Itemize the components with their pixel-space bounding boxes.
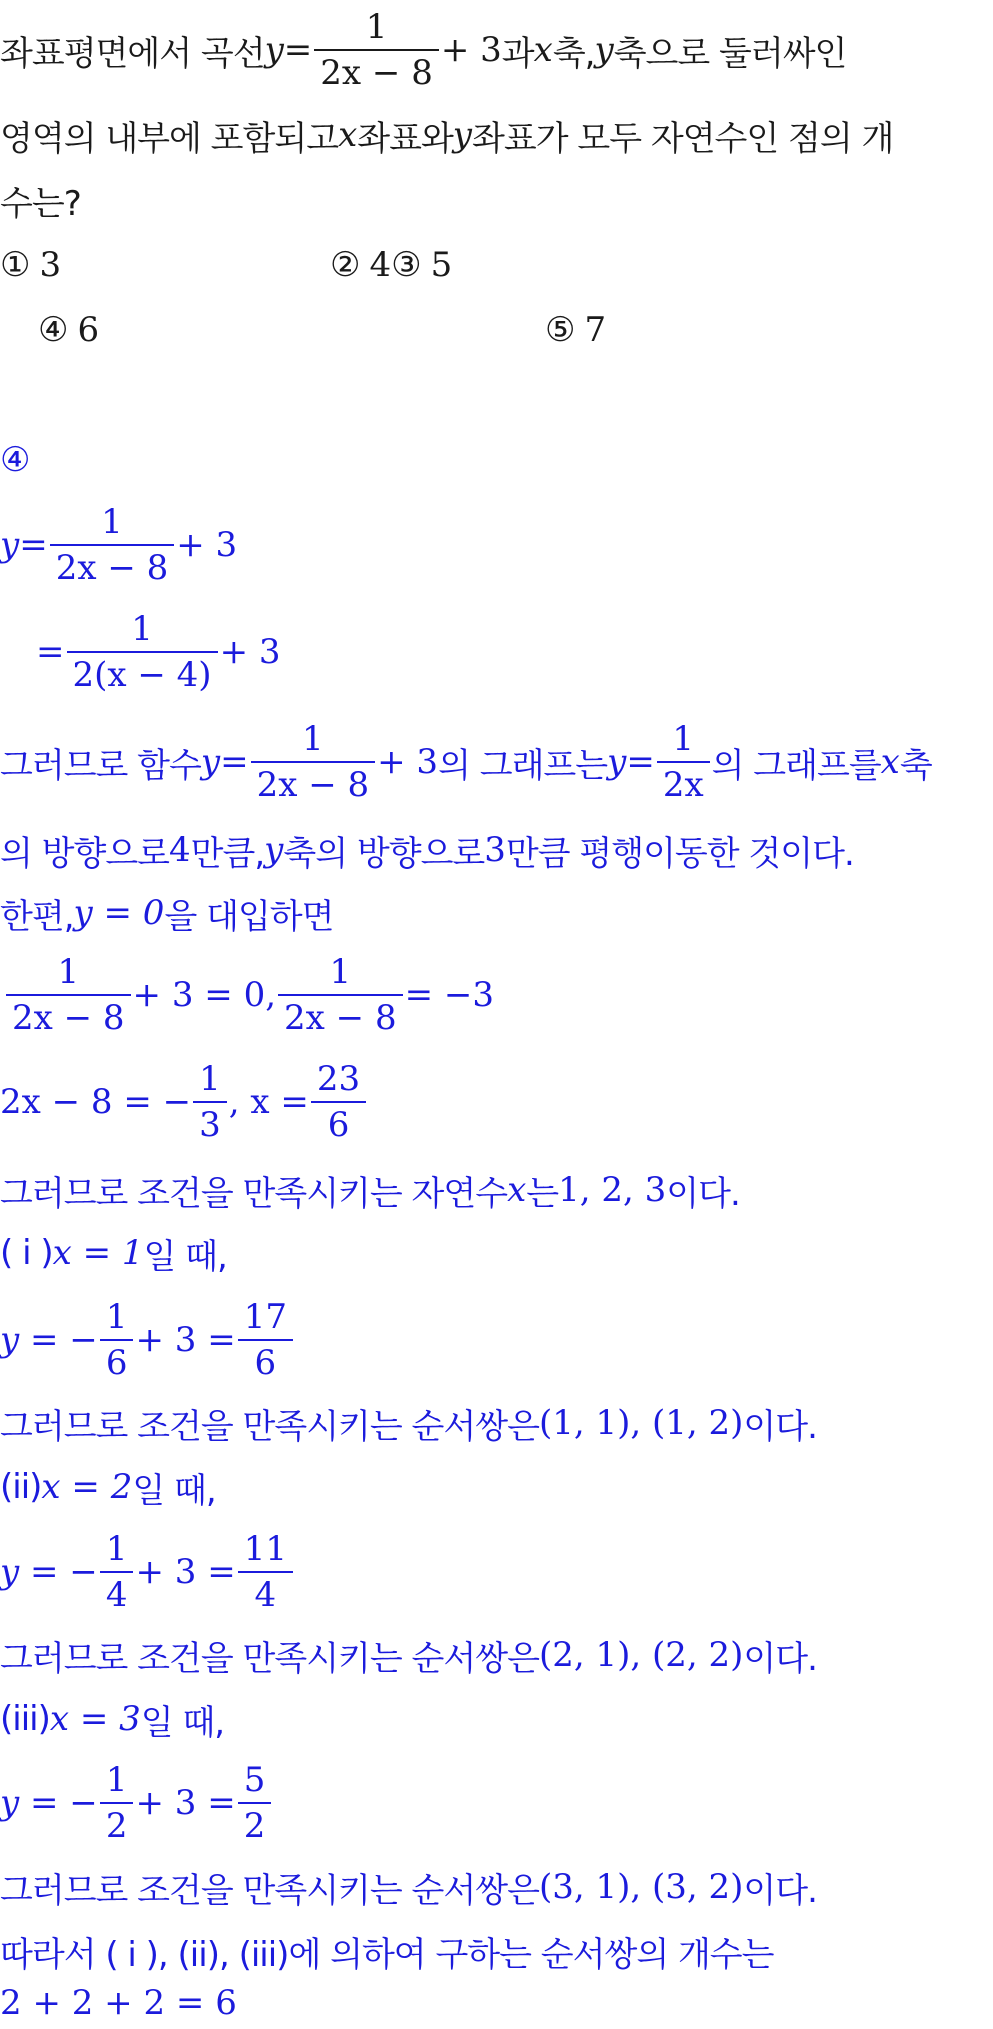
fraction-bar (278, 994, 403, 996)
math-expr: 2x − 8 = − (0, 1082, 192, 1122)
case-label: (ii) (0, 1467, 42, 1507)
choice-mark: ④ (38, 310, 68, 350)
question-text: 좌표가 모두 자연수인 점의 개 (472, 118, 894, 159)
fraction-denominator: 6 (327, 1105, 350, 1145)
fraction-denominator: 6 (254, 1343, 277, 1383)
question-text: 과 (501, 33, 534, 74)
case-1-header (0, 1228, 227, 1278)
fraction-bar (251, 761, 376, 763)
fraction-numerator: 1 (57, 952, 80, 992)
fraction (278, 952, 403, 1038)
solution-text: 이다. (743, 1638, 817, 1679)
solution-text: 축의 방향으로 (283, 833, 485, 874)
fraction-numerator: 1 (329, 952, 352, 992)
fraction (50, 502, 175, 588)
math-expr: + 3 = (135, 1783, 236, 1823)
math-expr: = −3 (404, 975, 494, 1015)
math-var: x (507, 1170, 527, 1210)
solution-text: 의 그래프를 (711, 745, 881, 786)
solution-text: 만큼, (190, 833, 265, 874)
math-expr: (3, 1), (3, 2) (538, 1867, 744, 1907)
fraction-bar (100, 1571, 134, 1573)
choice-value: 5 (430, 245, 453, 285)
math-op: = (36, 632, 65, 672)
question-text: 좌표와 (357, 118, 453, 159)
fraction (67, 609, 218, 695)
fraction-bar (67, 651, 218, 653)
fraction-denominator: 3 (199, 1105, 221, 1145)
question-text: 축, (552, 33, 595, 74)
case-label: ( i ) (0, 1233, 53, 1273)
case-2-result (0, 1630, 817, 1680)
math-num: 3 (484, 830, 506, 870)
fraction-denominator: 2x (662, 765, 704, 805)
fraction-bar (100, 1339, 134, 1341)
solution-text: 축 (899, 745, 932, 786)
final-equation (0, 1978, 237, 2028)
solution-text: 그러므로 조건을 만족시키는 순서쌍은 (0, 1870, 539, 1911)
solution-eq-2 (36, 609, 281, 695)
solution-text: 의 방향으로 (0, 833, 170, 874)
solution-line-8 (0, 1165, 740, 1215)
fraction-numerator: 11 (243, 1529, 287, 1569)
question-text: 축으로 둘러싸인 (613, 33, 847, 74)
question-text: 좌표평면에서 곡선 (0, 33, 265, 74)
solution-text: 일 때, (143, 1236, 227, 1277)
question-line-2 (0, 110, 893, 160)
math-expr: 2 + 2 + 2 = 6 (0, 1983, 237, 2023)
math-expr: x = 1 (52, 1233, 144, 1273)
fraction (193, 1059, 227, 1145)
fraction (238, 1760, 272, 1846)
fraction-numerator: 1 (105, 1529, 128, 1569)
fraction-denominator: 6 (105, 1343, 128, 1383)
math-expr: + 3 = (135, 1552, 236, 1592)
choice-mark: ③ (391, 245, 421, 285)
solution-text: 이다. (743, 1870, 817, 1911)
solution-eq-1 (0, 502, 238, 588)
math-expr: y = − (0, 1320, 98, 1360)
solution-line-4 (0, 825, 854, 875)
fraction (100, 1760, 134, 1846)
fraction-numerator: 1 (105, 1297, 128, 1337)
choice-mark: ⑤ (545, 310, 575, 350)
fraction (657, 719, 710, 805)
fraction (251, 719, 376, 805)
math-num: 4 (169, 830, 191, 870)
math-expr: y = − (0, 1552, 98, 1592)
fraction (311, 1059, 366, 1145)
solution-line-3 (0, 719, 932, 805)
math-expr: (1, 1), (1, 2) (538, 1403, 744, 1443)
solution-text: 한편, (0, 896, 74, 937)
question-line-3 (0, 175, 81, 225)
math-op: + 3 (377, 742, 439, 782)
fraction-numerator: 1 (105, 1760, 128, 1800)
case-1-result (0, 1398, 817, 1448)
fraction-bar (100, 1802, 134, 1804)
case-3-result (0, 1862, 817, 1912)
fraction-bar (238, 1339, 293, 1341)
math-op: + 3 (176, 525, 238, 565)
fraction (100, 1529, 134, 1615)
choice-value: 7 (584, 310, 607, 350)
answer (0, 435, 29, 485)
fraction-numerator: 1 (365, 7, 388, 47)
fraction-numerator: 1 (199, 1059, 221, 1099)
solution-text: 이다. (666, 1173, 740, 1214)
math-var: y (264, 830, 284, 870)
fraction-bar (50, 544, 175, 546)
solution-text: 는 (526, 1173, 559, 1214)
choice-value: 3 (39, 245, 62, 285)
solution-text: 이다. (743, 1406, 817, 1447)
solution-text: 그러므로 조건을 만족시키는 순서쌍은 (0, 1406, 539, 1447)
math-expr: , x = (228, 1082, 309, 1122)
case-2-equation (0, 1529, 295, 1615)
math-var: y (264, 30, 284, 70)
solution-text: 을 대입하면 (164, 896, 334, 937)
fraction (238, 1529, 293, 1615)
choice-mark: ① (0, 245, 30, 285)
math-var: x (338, 115, 358, 155)
fraction (6, 952, 131, 1038)
fraction-numerator: 17 (243, 1297, 287, 1337)
fraction-bar (311, 1101, 366, 1103)
solution-line-7 (0, 1059, 368, 1145)
choice-row-1b (330, 240, 452, 290)
math-op: + 3 (440, 30, 502, 70)
math-var: x (533, 30, 553, 70)
math-op: = (283, 30, 313, 70)
fraction-denominator: 2x − 8 (320, 53, 433, 93)
math-var: y (452, 115, 473, 155)
math-var: x (880, 742, 900, 782)
fraction-denominator: 2 (105, 1806, 128, 1846)
fraction-bar (6, 994, 131, 996)
solution-line-5 (0, 888, 333, 938)
choice-row-2b (545, 305, 606, 355)
solution-line-6 (4, 952, 494, 1038)
fraction-numerator: 1 (302, 719, 324, 759)
solution-text: 만큼 평행이동한 것이다. (505, 833, 854, 874)
answer-mark: ④ (0, 440, 30, 480)
math-expr: y = − (0, 1783, 98, 1823)
math-expr: x = 3 (49, 1699, 141, 1739)
fraction-numerator: 1 (672, 719, 695, 759)
fraction-numerator: 1 (101, 502, 123, 542)
math-var: y (0, 525, 20, 565)
math-var: y (200, 742, 221, 782)
choice-mark: ② (330, 245, 360, 285)
fraction-bar (314, 49, 439, 51)
question-text: 수는? (0, 183, 81, 224)
fraction-denominator: 2x − 8 (284, 998, 397, 1038)
math-expr: (2, 1), (2, 2) (538, 1635, 744, 1675)
final-text (0, 1926, 774, 1976)
choice-row-1 (0, 240, 61, 290)
math-expr: x = 2 (41, 1467, 133, 1507)
math-expr: + 3 = (135, 1320, 236, 1360)
fraction-bar (238, 1802, 272, 1804)
solution-text: 일 때, (140, 1702, 225, 1743)
fraction (100, 1297, 134, 1383)
math-op: + 3 (219, 632, 281, 672)
solution-text: 일 때, (132, 1470, 216, 1511)
fraction-denominator: 2x − 8 (256, 765, 370, 805)
solution-text: 의 그래프는 (438, 745, 608, 786)
fraction-denominator: 2(x − 4) (72, 655, 212, 695)
fraction-bar (193, 1101, 227, 1103)
choice-value: 6 (77, 310, 100, 350)
math-expr: + 3 = 0, (132, 975, 277, 1015)
math-var: y (594, 30, 614, 70)
case-3-header (0, 1694, 224, 1744)
fraction-bar (238, 1571, 293, 1573)
fraction-denominator: 4 (105, 1575, 128, 1615)
math-expr: y = 0 (73, 893, 165, 933)
case-3-equation (0, 1760, 273, 1846)
math-op: = (220, 742, 249, 782)
solution-text: 그러므로 함수 (0, 745, 201, 786)
solution-text: 그러므로 조건을 만족시키는 순서쌍은 (0, 1638, 539, 1679)
fraction-numerator: 23 (316, 1059, 361, 1099)
case-label: (iii) (0, 1699, 50, 1739)
fraction-numerator: 1 (131, 609, 153, 649)
choice-value: 4 (369, 245, 392, 285)
fraction-denominator: 4 (254, 1575, 277, 1615)
fraction-denominator: 2x − 8 (12, 998, 125, 1038)
question-line-1 (0, 7, 847, 93)
solution-text: 따라서 ( i ), (ii), (iii)에 의하여 구하는 순서쌍의 개수는 (0, 1934, 774, 1975)
fraction-bar (657, 761, 710, 763)
choice-row-2 (38, 305, 99, 355)
math-expr: 1, 2, 3 (558, 1170, 667, 1210)
fraction-numerator: 5 (243, 1760, 266, 1800)
case-2-header (0, 1462, 216, 1512)
fraction (314, 7, 439, 93)
question-text: 영역의 내부에 포함되고 (0, 118, 339, 159)
fraction-denominator: 2 (243, 1806, 266, 1846)
solution-text: 그러므로 조건을 만족시키는 자연수 (0, 1173, 508, 1214)
fraction (238, 1297, 293, 1383)
fraction-denominator: 2x − 8 (55, 548, 169, 588)
case-1-equation (0, 1297, 295, 1383)
math-var: y (607, 742, 627, 782)
math-op: = (626, 742, 655, 782)
math-op: = (19, 525, 48, 565)
